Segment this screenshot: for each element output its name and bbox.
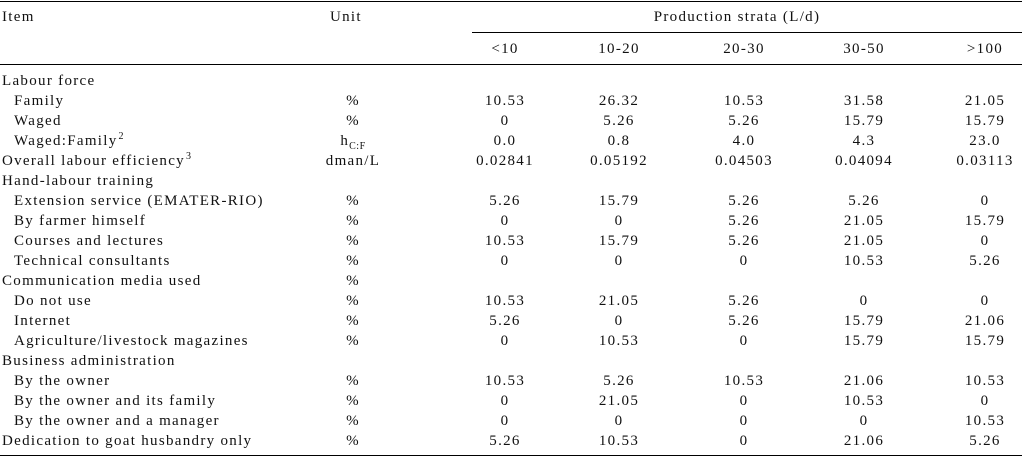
cell-value: 21.05	[964, 93, 1006, 109]
header-stratum: 30-50	[843, 41, 885, 57]
cell-value: 10.53	[964, 413, 1006, 429]
unit-text: %	[346, 413, 360, 429]
cell-value: 0.03113	[956, 153, 1014, 169]
cell-value: 0.04503	[715, 153, 773, 169]
cell-value: 10.53	[723, 373, 765, 389]
row-label	[2, 431, 252, 451]
unit-text: %	[346, 433, 360, 449]
cell-value: 5.26	[969, 433, 1001, 449]
unit-text: %	[346, 393, 360, 409]
cell-value: 5.26	[489, 313, 521, 329]
unit-text: %	[346, 93, 360, 109]
header-unit: Unit	[330, 9, 362, 25]
cell-value: 0	[500, 393, 510, 409]
cell-value: 10.53	[484, 293, 526, 309]
row-label	[14, 291, 92, 311]
row-unit	[318, 231, 388, 251]
row-unit	[318, 431, 388, 451]
row-label-text: Dedication to goat husbandry only	[2, 433, 253, 449]
row-label-text: By the owner and a manager	[14, 413, 220, 429]
row-label-text: By the owner	[14, 373, 111, 389]
cell-value: 0	[739, 433, 749, 449]
table-row	[0, 251, 1030, 271]
cell-value: 0.04094	[835, 153, 893, 169]
row-label-text: Extension service (EMATER-RIO)	[14, 193, 264, 209]
row-label	[14, 311, 71, 331]
table-row-heading	[0, 71, 1030, 91]
unit-text: %	[346, 313, 360, 329]
cell-value: 0.02841	[476, 153, 534, 169]
row-label-text: Waged	[14, 113, 62, 129]
cell-value: 0	[500, 333, 510, 349]
cell-value: 0	[980, 393, 990, 409]
cell-value: 26.32	[598, 93, 640, 109]
cell-value: 15.79	[843, 333, 885, 349]
cell-value: 5.26	[489, 193, 521, 209]
header-production-strata: Production strata (L/d)	[653, 9, 821, 25]
cell-value: 10.53	[723, 93, 765, 109]
row-label	[14, 411, 220, 431]
cell-value: 10.53	[843, 393, 885, 409]
row-label-text: Labour force	[2, 73, 96, 89]
unit-subscript: C:F	[349, 141, 366, 152]
cell-value: 5.26	[603, 113, 635, 129]
table-row	[0, 291, 1030, 311]
unit-text: %	[346, 213, 360, 229]
row-unit	[318, 391, 388, 411]
unit-text: h	[340, 133, 350, 149]
cell-value: 10.53	[964, 373, 1006, 389]
row-unit	[318, 271, 388, 291]
row-label	[2, 151, 191, 171]
table-row	[0, 311, 1030, 331]
row-unit	[318, 91, 388, 111]
cell-value: 10.53	[484, 373, 526, 389]
row-label	[14, 391, 216, 411]
cell-value: 21.05	[598, 293, 640, 309]
cell-value: 0	[739, 253, 749, 269]
cell-value: 10.53	[484, 233, 526, 249]
cell-value: 21.06	[843, 433, 885, 449]
cell-value: 10.53	[843, 253, 885, 269]
cell-value: 31.58	[843, 93, 885, 109]
cell-value: 0	[739, 413, 749, 429]
rule-top	[0, 1, 1022, 2]
header-stratum: <10	[491, 41, 519, 57]
table-row-heading	[0, 151, 1030, 171]
rule-bottom	[0, 455, 1022, 456]
row-unit	[318, 111, 388, 131]
row-label-text: Family	[14, 93, 65, 109]
cell-value: 5.26	[603, 373, 635, 389]
cell-value: 15.79	[843, 113, 885, 129]
cell-value: 0.8	[607, 133, 631, 149]
table-row-heading	[0, 431, 1030, 451]
cell-value: 10.53	[598, 333, 640, 349]
cell-value: 0	[980, 193, 990, 209]
cell-value: 21.05	[843, 213, 885, 229]
table-row	[0, 131, 1030, 151]
cell-value: 5.26	[728, 293, 760, 309]
table-row	[0, 191, 1030, 211]
rule-header-bottom	[0, 64, 1022, 65]
cell-value: 0	[500, 113, 510, 129]
cell-value: 15.79	[843, 313, 885, 329]
row-label-text: Overall labour efficiency	[2, 153, 185, 169]
row-label-text: By farmer himself	[14, 213, 147, 229]
table-row-heading	[0, 171, 1030, 191]
cell-value: 0	[739, 393, 749, 409]
header-stratum: >100	[966, 41, 1004, 57]
table-row-heading	[0, 271, 1030, 291]
cell-value: 21.05	[598, 393, 640, 409]
row-unit	[318, 191, 388, 211]
row-label-text: Technical consultants	[14, 253, 171, 269]
cell-value: 0.0	[493, 133, 517, 149]
row-label-text: Waged:Family	[14, 133, 118, 149]
cell-value: 5.26	[969, 253, 1001, 269]
row-label	[2, 271, 202, 291]
row-label	[14, 91, 64, 111]
row-label-text: Communication media used	[2, 273, 202, 289]
row-label-text: By the owner and its family	[14, 393, 217, 409]
row-label-text: Internet	[14, 313, 72, 329]
unit-text: %	[346, 333, 360, 349]
table-row	[0, 411, 1030, 431]
row-unit	[318, 131, 388, 151]
cell-value: 5.26	[728, 213, 760, 229]
table-row	[0, 391, 1030, 411]
table-row	[0, 331, 1030, 351]
unit-text: %	[346, 113, 360, 129]
row-label	[2, 71, 95, 91]
cell-value: 0	[614, 313, 624, 329]
cell-value: 0	[980, 293, 990, 309]
row-label	[14, 191, 264, 211]
row-label	[14, 371, 110, 391]
table-row	[0, 91, 1030, 111]
row-label-text: Hand-labour training	[2, 173, 155, 189]
cell-value: 0	[739, 333, 749, 349]
cell-value: 10.53	[598, 433, 640, 449]
cell-value: 5.26	[728, 233, 760, 249]
cell-value: 0.05192	[590, 153, 648, 169]
cell-value: 0	[614, 413, 624, 429]
cell-value: 21.05	[843, 233, 885, 249]
header-stratum: 10-20	[598, 41, 640, 57]
cell-value: 21.06	[843, 373, 885, 389]
row-label-text: Do not use	[14, 293, 92, 309]
row-unit	[318, 151, 388, 171]
row-unit	[318, 291, 388, 311]
row-label-text: Agriculture/livestock magazines	[14, 333, 249, 349]
cell-value: 0	[980, 233, 990, 249]
cell-value: 0	[500, 253, 510, 269]
row-label-text: Courses and lectures	[14, 233, 165, 249]
cell-value: 15.79	[964, 333, 1006, 349]
header-stratum: 20-30	[723, 41, 765, 57]
cell-value: 0	[614, 253, 624, 269]
row-label	[14, 251, 171, 271]
cell-value: 15.79	[598, 193, 640, 209]
cell-value: 0	[614, 213, 624, 229]
cell-value: 15.79	[964, 213, 1006, 229]
cell-value: 4.0	[732, 133, 756, 149]
table-row	[0, 371, 1030, 391]
row-unit	[318, 211, 388, 231]
unit-text: %	[346, 293, 360, 309]
footnote-marker: 3	[185, 151, 191, 162]
unit-text: %	[346, 193, 360, 209]
row-unit	[318, 311, 388, 331]
unit-text: %	[346, 253, 360, 269]
header-item: Item	[2, 9, 35, 25]
row-unit	[318, 251, 388, 271]
row-unit	[318, 411, 388, 431]
table-row	[0, 111, 1030, 131]
cell-value: 0	[859, 413, 869, 429]
row-unit	[318, 371, 388, 391]
cell-value: 23.0	[969, 133, 1001, 149]
table-row	[0, 211, 1030, 231]
row-label	[14, 231, 164, 251]
row-unit	[318, 331, 388, 351]
cell-value: 5.26	[728, 113, 760, 129]
table-row	[0, 231, 1030, 251]
unit-text: %	[346, 273, 360, 289]
table-row-heading	[0, 351, 1030, 371]
cell-value: 10.53	[484, 93, 526, 109]
row-label	[14, 131, 124, 151]
unit-text: %	[346, 233, 360, 249]
cell-value: 4.3	[852, 133, 876, 149]
cell-value: 15.79	[964, 113, 1006, 129]
unit-text: dman/L	[325, 153, 381, 169]
rule-strata-group	[472, 32, 1022, 33]
cell-value: 5.26	[728, 313, 760, 329]
row-label	[14, 331, 249, 351]
unit-text: %	[346, 373, 360, 389]
row-label	[14, 111, 62, 131]
cell-value: 21.06	[964, 313, 1006, 329]
row-label	[2, 171, 154, 191]
footnote-marker: 2	[118, 131, 124, 142]
cell-value: 5.26	[489, 433, 521, 449]
row-label-text: Business administration	[2, 353, 176, 369]
cell-value: 0	[500, 413, 510, 429]
row-label	[14, 211, 146, 231]
cell-value: 0	[500, 213, 510, 229]
cell-value: 5.26	[848, 193, 880, 209]
cell-value: 5.26	[728, 193, 760, 209]
cell-value: 15.79	[598, 233, 640, 249]
cell-value: 0	[859, 293, 869, 309]
row-label	[2, 351, 176, 371]
